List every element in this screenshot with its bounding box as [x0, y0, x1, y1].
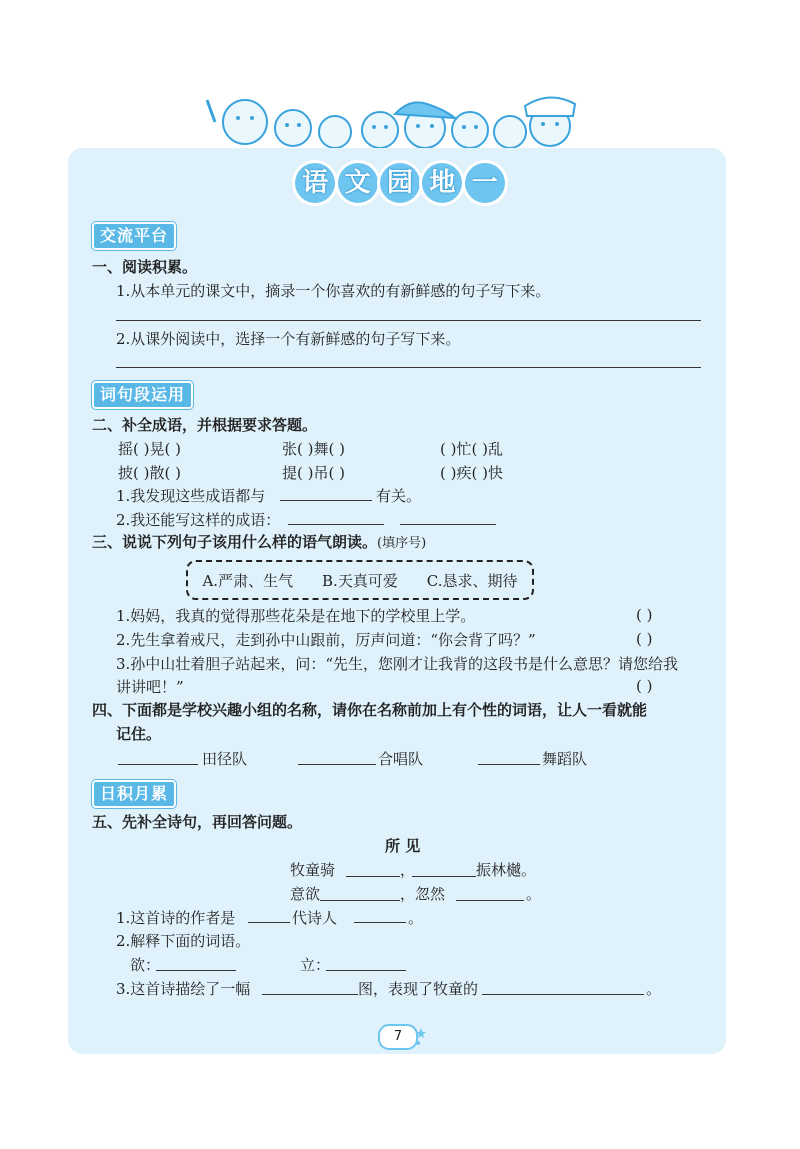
- q5-sub1-a: 1.这首诗的作者是: [116, 909, 236, 927]
- team-name: 合唱队: [378, 750, 424, 768]
- team-name: 舞蹈队: [542, 750, 588, 768]
- idiom-blank[interactable]: 张( )舞( ): [282, 440, 345, 458]
- q2-sub2: 2.我还能写这样的成语：: [116, 511, 281, 529]
- idiom-blank[interactable]: 披( )散( ): [118, 464, 181, 482]
- children-illustration: [205, 92, 585, 154]
- title-char: 文: [338, 163, 378, 203]
- title-char: 语: [295, 163, 335, 203]
- answer-line[interactable]: [262, 994, 358, 995]
- q1-item1: 1.从本单元的课文中，摘录一个你喜欢的有新鲜感的句子写下来。: [116, 282, 551, 300]
- poem-line1-b: ，: [400, 861, 416, 879]
- answer-line[interactable]: [280, 500, 372, 501]
- q5-sub1-c: 。: [408, 909, 424, 927]
- options-box: [186, 560, 534, 600]
- q1-item2: 2.从课外阅读中，选择一个有新鲜感的句子写下来。: [116, 330, 461, 348]
- q2-heading: 二、补全成语，并根据要求答题。: [92, 416, 318, 434]
- title-char: 园: [380, 163, 420, 203]
- answer-line[interactable]: [248, 922, 290, 923]
- answer-line[interactable]: [326, 970, 406, 971]
- section-tag-words: 词句段运用: [92, 381, 193, 409]
- q5-sub2: 2.解释下面的词语。: [116, 932, 251, 950]
- page-number: 7: [378, 1024, 418, 1050]
- q4-heading-a: 四、下面都是学校兴趣小组的名称，请你在名称前加上有个性的词语，让人一看就能: [92, 701, 648, 719]
- q4-heading-b: 记住。: [116, 725, 162, 743]
- q3-item3-b: 讲讲吧！”: [116, 678, 184, 696]
- answer-line[interactable]: [478, 764, 540, 765]
- q3-item2: 2.先生拿着戒尺，走到孙中山跟前，厉声问道：“你会背了吗？”: [116, 631, 536, 649]
- q3-item3-a: 3.孙中山壮着胆子站起来，问：“先生，您刚才让我背的这段书是什么意思？请您给我: [116, 655, 678, 673]
- q5-heading: 五、先补全诗句，再回答问题。: [92, 813, 303, 831]
- poem-line2-c: 。: [526, 885, 542, 903]
- answer-line[interactable]: [412, 876, 476, 877]
- q3-item1: 1.妈妈，我真的觉得那些花朵是在地下的学校里上学。: [116, 607, 476, 625]
- option-c: C.恳求、期待: [426, 571, 518, 590]
- answer-paren[interactable]: ( ): [636, 677, 653, 695]
- idiom-blank[interactable]: ( )忙( )乱: [440, 440, 503, 458]
- poem-line1-a: 牧童骑: [290, 861, 336, 879]
- idiom-blank[interactable]: ( )疾( )快: [440, 464, 503, 482]
- title-char: 一: [465, 163, 505, 203]
- q5-sub3-b: 图，表现了牧童的: [358, 980, 479, 998]
- answer-line[interactable]: [354, 922, 406, 923]
- page-title: [286, 158, 514, 208]
- answer-line[interactable]: [288, 524, 384, 525]
- q2-sub1-b: 有关。: [376, 487, 422, 505]
- q5-sub3-a: 3.这首诗描绘了一幅: [116, 980, 251, 998]
- answer-line[interactable]: [482, 994, 644, 995]
- answer-line[interactable]: [320, 900, 400, 901]
- poem-line2-b: ，忽然: [400, 885, 446, 903]
- answer-line[interactable]: [298, 764, 376, 765]
- idiom-blank[interactable]: 摇( )晃( ): [118, 440, 181, 458]
- section-tag-exchange: 交流平台: [92, 222, 176, 250]
- answer-line[interactable]: [400, 524, 496, 525]
- title-char: 地: [422, 163, 462, 203]
- answer-line[interactable]: [116, 320, 701, 321]
- answer-line[interactable]: [116, 367, 701, 368]
- answer-paren[interactable]: ( ): [636, 606, 653, 624]
- answer-paren[interactable]: ( ): [636, 630, 653, 648]
- q2-sub1-a: 1.我发现这些成语都与: [116, 487, 266, 505]
- option-b: B.天真可爱: [322, 571, 398, 590]
- answer-line[interactable]: [456, 900, 524, 901]
- answer-line[interactable]: [156, 970, 236, 971]
- q1-heading: 一、阅读积累。: [92, 258, 198, 276]
- poem-line1-c: 振林樾。: [476, 861, 537, 879]
- q5-sub3-c: 。: [646, 980, 662, 998]
- poem-title: 所 见: [385, 837, 421, 855]
- poem-line2-a: 意欲: [290, 885, 321, 903]
- idiom-blank[interactable]: 提( )吊( ): [282, 464, 345, 482]
- q3-heading-row: [92, 532, 426, 554]
- section-tag-daily: 日积月累: [92, 780, 176, 808]
- answer-line[interactable]: [118, 764, 198, 765]
- word-li: 立：: [300, 956, 331, 974]
- word-yu: 欲：: [130, 956, 161, 974]
- q3-heading-note: (填序号): [377, 536, 427, 551]
- team-name: 田径队: [202, 750, 248, 768]
- answer-line[interactable]: [346, 876, 400, 877]
- star-icon: [414, 1026, 428, 1048]
- q3-heading: 三、说说下列句子该用什么样的语气朗读。: [92, 533, 378, 551]
- option-a: A.严肃、生气: [202, 571, 294, 590]
- q5-sub1-b: 代诗人: [292, 909, 338, 927]
